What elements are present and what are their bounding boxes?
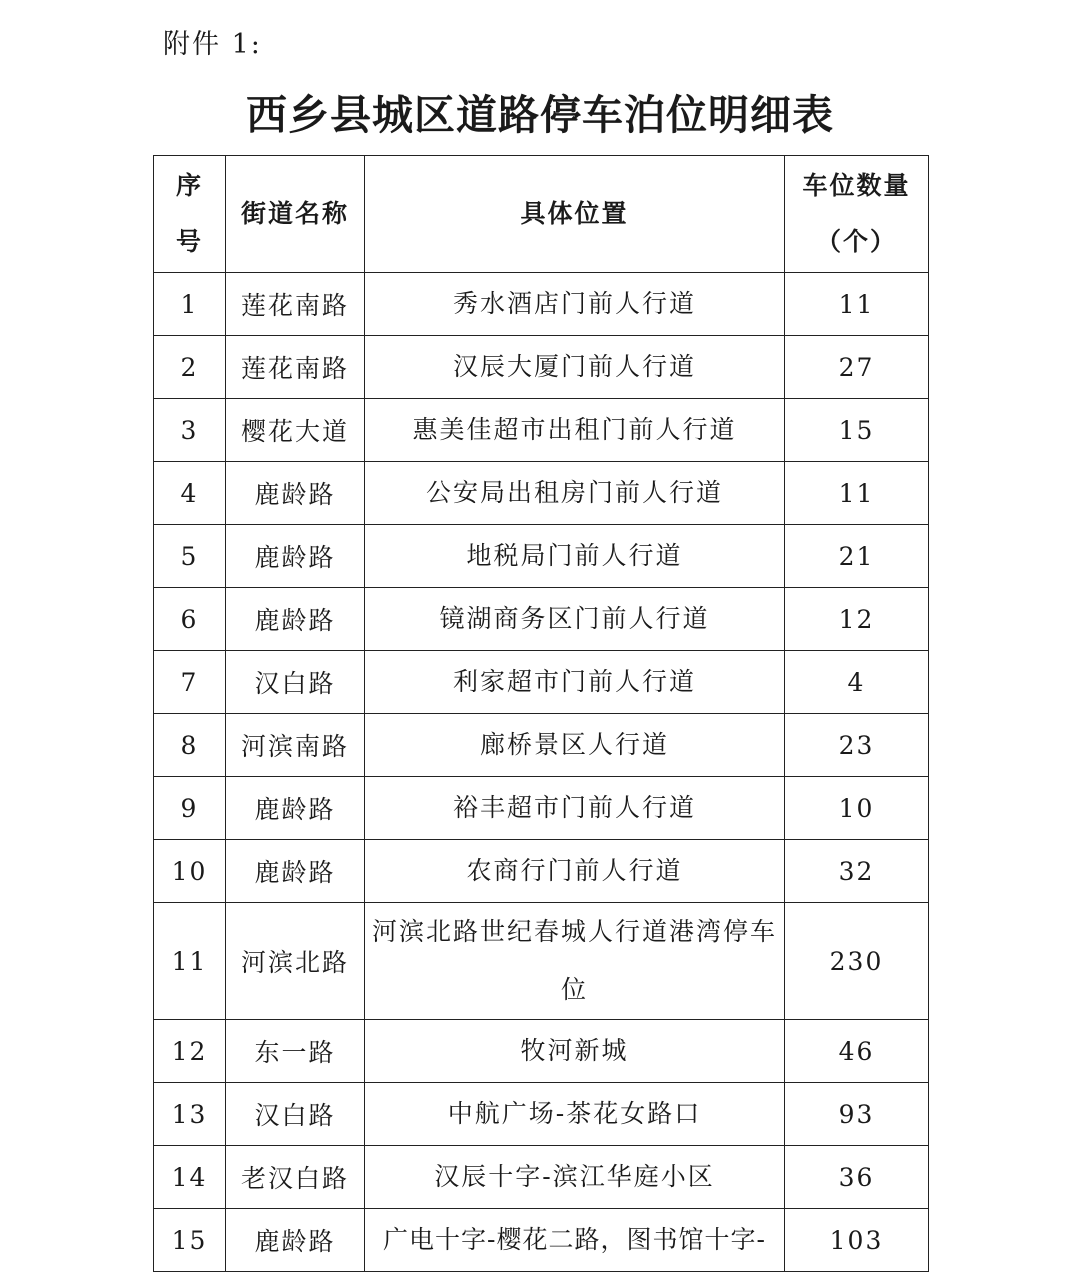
cell-seq: 1 [154, 273, 226, 336]
cell-count: 10 [785, 777, 929, 840]
cell-street: 老汉白路 [226, 1146, 365, 1209]
cell-street: 鹿龄路 [226, 1209, 365, 1272]
document-title: 西乡县城区道路停车泊位明细表 [246, 91, 834, 139]
cell-street: 鹿龄路 [226, 462, 365, 525]
table-row [154, 1209, 929, 1272]
cell-seq: 3 [154, 399, 226, 462]
cell-count: 27 [785, 336, 929, 399]
header-seq-text: 序号 [175, 171, 203, 256]
header-seq [154, 156, 226, 273]
cell-count: 15 [785, 399, 929, 462]
cell-count: 230 [785, 903, 929, 1020]
cell-seq: 9 [154, 777, 226, 840]
table-header-row [154, 156, 929, 273]
header-location: 具体位置 [365, 156, 785, 273]
cell-location: 裕丰超市门前人行道 [365, 777, 785, 840]
cell-seq: 4 [154, 462, 226, 525]
cell-count: 46 [785, 1020, 929, 1083]
cell-seq: 12 [154, 1020, 226, 1083]
cell-count: 4 [785, 651, 929, 714]
table-row [154, 399, 929, 462]
cell-location: 镜湖商务区门前人行道 [365, 588, 785, 651]
table-row [154, 777, 929, 840]
cell-location: 农商行门前人行道 [365, 840, 785, 903]
table-row [154, 525, 929, 588]
cell-street: 鹿龄路 [226, 840, 365, 903]
table-row [154, 336, 929, 399]
cell-street: 莲花南路 [226, 336, 365, 399]
cell-count: 93 [785, 1083, 929, 1146]
table-row [154, 903, 929, 1020]
cell-location: 地税局门前人行道 [365, 525, 785, 588]
cell-location: 廊桥景区人行道 [365, 714, 785, 777]
cell-street: 河滨北路 [226, 903, 365, 1020]
cell-street: 鹿龄路 [226, 588, 365, 651]
cell-count: 21 [785, 525, 929, 588]
cell-count: 103 [785, 1209, 929, 1272]
cell-street: 鹿龄路 [226, 777, 365, 840]
cell-location: 广电十字-樱花二路，图书馆十字- [365, 1209, 785, 1272]
table-row [154, 1083, 929, 1146]
cell-count: 11 [785, 273, 929, 336]
cell-count: 12 [785, 588, 929, 651]
parking-detail-table [153, 155, 929, 1272]
cell-seq: 13 [154, 1083, 226, 1146]
cell-street: 莲花南路 [226, 273, 365, 336]
cell-count: 36 [785, 1146, 929, 1209]
table-row [154, 840, 929, 903]
cell-location: 河滨北路世纪春城人行道港湾停车位 [365, 903, 785, 1020]
cell-seq: 7 [154, 651, 226, 714]
cell-street: 汉白路 [226, 1083, 365, 1146]
table-row [154, 714, 929, 777]
cell-location: 中航广场-茶花女路口 [365, 1083, 785, 1146]
cell-count: 23 [785, 714, 929, 777]
cell-street: 河滨南路 [226, 714, 365, 777]
cell-seq: 10 [154, 840, 226, 903]
header-count [785, 156, 929, 273]
table-row [154, 1146, 929, 1209]
table-body [154, 273, 929, 1272]
cell-seq: 8 [154, 714, 226, 777]
cell-seq: 11 [154, 903, 226, 1020]
table-row [154, 273, 929, 336]
cell-seq: 15 [154, 1209, 226, 1272]
cell-location: 惠美佳超市出租门前人行道 [365, 399, 785, 462]
cell-count: 11 [785, 462, 929, 525]
cell-count: 32 [785, 840, 929, 903]
cell-street: 东一路 [226, 1020, 365, 1083]
table-row [154, 1020, 929, 1083]
table-row [154, 651, 929, 714]
cell-location: 公安局出租房门前人行道 [365, 462, 785, 525]
cell-street: 汉白路 [226, 651, 365, 714]
cell-location: 汉辰大厦门前人行道 [365, 336, 785, 399]
attachment-label: 附件 1: [163, 29, 262, 60]
cell-seq: 6 [154, 588, 226, 651]
cell-seq: 14 [154, 1146, 226, 1209]
cell-location: 秀水酒店门前人行道 [365, 273, 785, 336]
cell-location: 利家超市门前人行道 [365, 651, 785, 714]
cell-seq: 2 [154, 336, 226, 399]
header-street: 街道名称 [226, 156, 365, 273]
cell-location: 牧河新城 [365, 1020, 785, 1083]
table-row [154, 588, 929, 651]
cell-seq: 5 [154, 525, 226, 588]
cell-street: 鹿龄路 [226, 525, 365, 588]
header-count-text: 车位数量（个） [802, 171, 911, 256]
table-row [154, 462, 929, 525]
cell-location: 汉辰十字-滨江华庭小区 [365, 1146, 785, 1209]
cell-street: 樱花大道 [226, 399, 365, 462]
